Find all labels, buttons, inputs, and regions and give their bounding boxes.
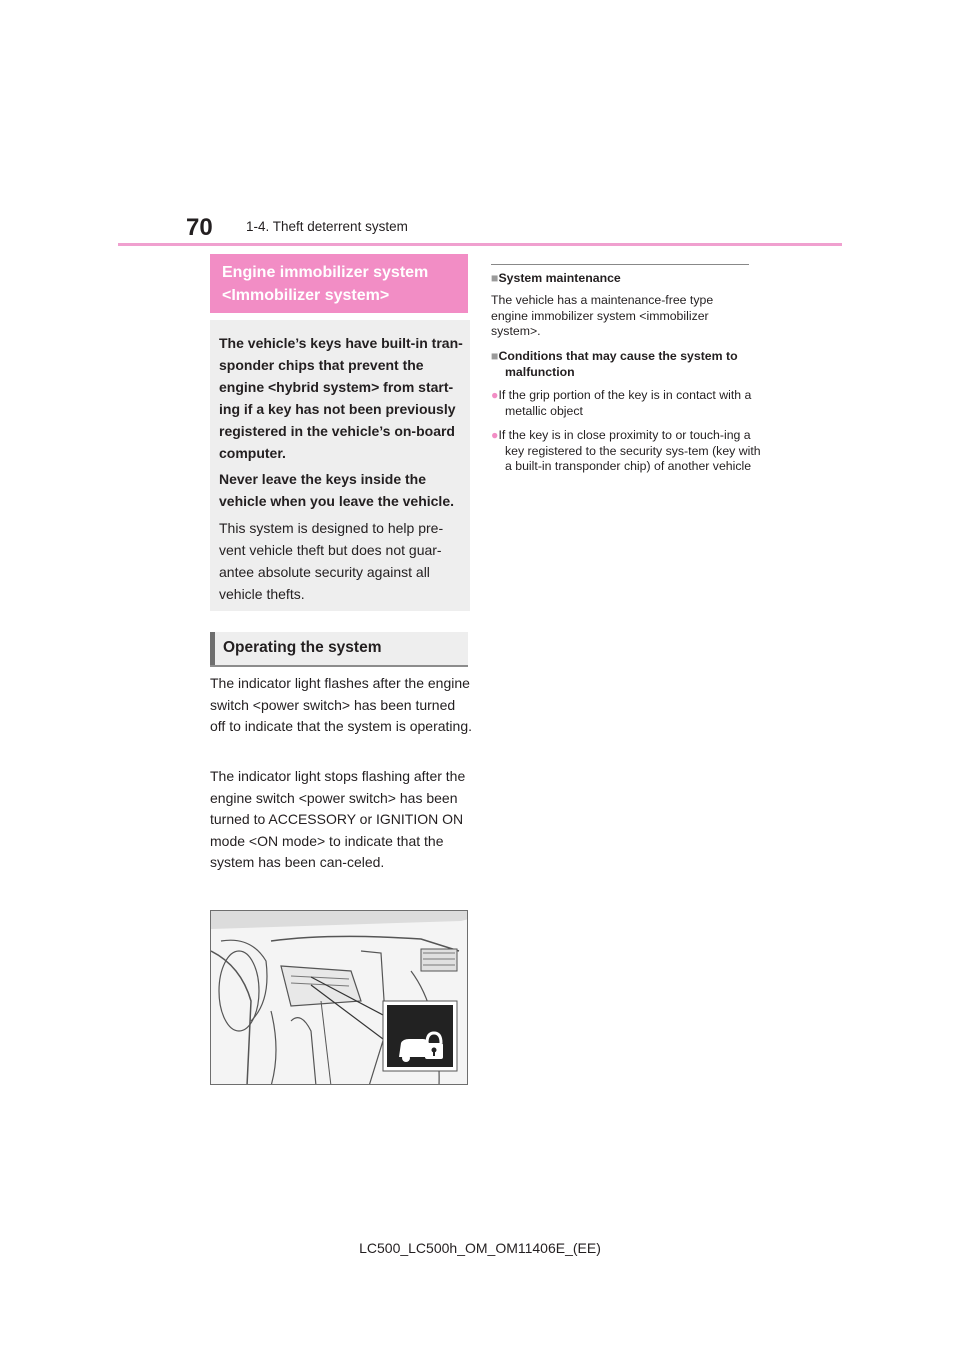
section-title-box (210, 254, 468, 313)
operating-paragraph-2: The indicator light stops flashing after the engine switch <power switch> has been turned to ACCESSORY or IGNITION ON mode <ON mode> to indicate that the system has been can-celed. (210, 768, 466, 870)
header-divider (118, 243, 842, 246)
malfunction-conditions-heading-text: Conditions that may cause the system to malfunction (498, 349, 738, 379)
page-number: 70 (186, 214, 213, 241)
intro-box (210, 320, 470, 611)
intro-paragraph-1: The vehicle’s keys have built-in tran-sponder chips that prevent the engine <hybrid system> from start-ing if a key has not been previously registered in the vehicle’s on-board computer. (219, 335, 463, 461)
security-indicator-icon (397, 1029, 445, 1065)
section-title-line-1: Engine immobilizer system (222, 264, 429, 281)
footer-doc-code: LC500_LC500h_OM_OM11406E_(EE) (359, 1240, 601, 1256)
dashboard-illustration (210, 910, 468, 1085)
square-bullet-icon: ■ (491, 349, 499, 363)
bullet-icon: ● (491, 388, 499, 402)
section-title (222, 261, 462, 307)
heading-accent-bar (210, 632, 215, 665)
intro-paragraph-3: This system is designed to help pre-vent vehicle theft but does not guar-antee absolute security against all vehicle thefts. (219, 520, 444, 602)
bullet-icon: ● (491, 428, 499, 442)
section-header: 1-4. Theft deterrent system (246, 219, 408, 234)
operating-heading-box (210, 632, 468, 667)
system-maintenance-heading-text: System maintenance (498, 271, 621, 285)
square-bullet-icon: ■ (491, 271, 499, 285)
condition-item-1 (491, 388, 765, 419)
intro-warning: Never leave the keys inside the vehicle when you leave the vehicle. (219, 471, 454, 509)
section-title-line-2: <Immobilizer system> (222, 287, 390, 304)
operating-paragraph-1: The indicator light flashes after the engine switch <power switch> has been turned off to indicate that the system is operating. (210, 675, 473, 734)
condition-item-2 (491, 428, 765, 475)
condition-item-1-text: If the grip portion of the key is in contact with a metallic object (498, 388, 752, 418)
condition-item-2-text: If the key is in close proximity to or touch-ing a key registered to the security sys-tem (key with a built-in transponder chip) of another vehicle (498, 428, 761, 473)
malfunction-conditions-heading (491, 349, 765, 380)
right-column-divider (491, 264, 749, 265)
system-maintenance-heading (491, 271, 751, 287)
operating-heading: Operating the system (223, 639, 382, 656)
system-maintenance-text: The vehicle has a maintenance-free type engine immobilizer system <immobilizer system>. (491, 293, 714, 338)
